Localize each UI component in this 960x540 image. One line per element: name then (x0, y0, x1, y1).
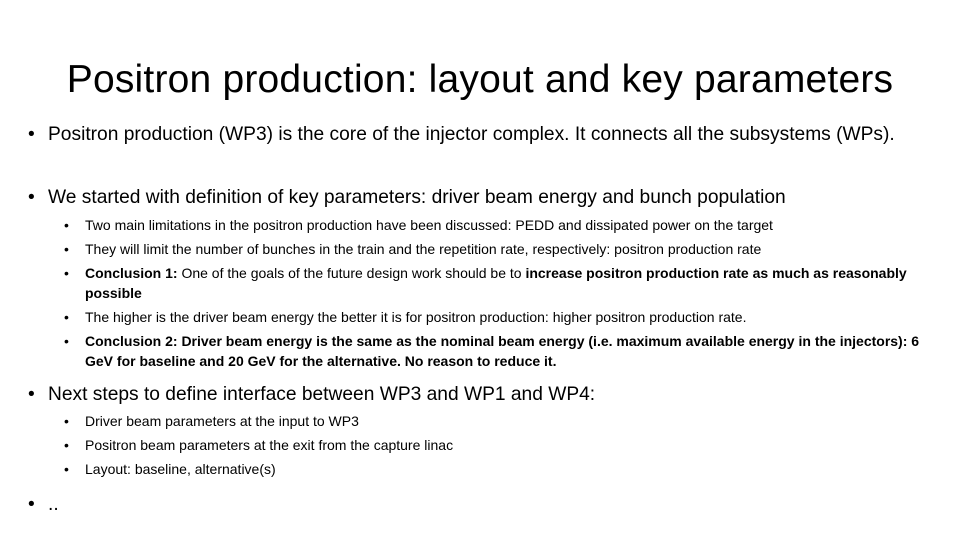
bullet-dot: • (64, 437, 69, 453)
conclusion-2-text: Conclusion 2: Driver beam energy is the same as the nominal beam energy (i.e. maximum available energy in the injectors): 6 GeV for baseline and 20 GeV for the alternative. No reason to reduce it. (85, 333, 920, 369)
bullet-dot: • (64, 241, 69, 257)
bullet-dot: • (64, 217, 69, 233)
bullet-dot: • (64, 309, 69, 325)
bullet-positron-production (28, 123, 928, 147)
bullet-text: Positron production (WP3) is the core of the injector complex. It connects all the subsystems (WPs). (48, 124, 895, 145)
sub-list-next-steps (64, 411, 944, 479)
bullet-ellipsis (28, 493, 928, 517)
sub-item-driver-energy (64, 307, 944, 327)
sub-item-driver-beam (64, 411, 944, 431)
sub-item-positron-beam (64, 435, 944, 455)
bullet-dot: • (28, 384, 35, 405)
conclusion-1-label: Conclusion 1: (85, 265, 178, 281)
bullet-dot: • (64, 413, 69, 429)
conclusion-1-emphasis: increase positron production rate as much as reasonably possible (85, 265, 907, 301)
bullet-text: Next steps to define interface between WP3 and WP1 and WP4: (48, 384, 596, 405)
sub-item-text: Positron beam parameters at the exit from the capture linac (85, 437, 454, 453)
bullet-key-parameters (28, 186, 928, 210)
bullet-next-steps (28, 383, 928, 407)
sub-item-conclusion-2 (64, 331, 944, 371)
sub-item-text: One of the goals of the future design work should be to (177, 265, 526, 281)
sub-item-text: Driver beam parameters at the input to WP3 (85, 413, 359, 429)
bullet-dot: • (28, 124, 35, 145)
sub-list-key-parameters (64, 215, 944, 371)
slide-title: Positron production: layout and key parameters (66, 58, 894, 101)
sub-item-text: They will limit the number of bunches in the train and the repetition rate, respectively: positron production rate (85, 241, 762, 257)
bullet-dot: • (64, 333, 69, 349)
bullet-dot: • (28, 187, 35, 208)
sub-item-text: Layout: baseline, alternative(s) (85, 461, 276, 477)
sub-item-bunches (64, 239, 944, 259)
bullet-dot: • (28, 494, 35, 515)
sub-item-layout (64, 459, 944, 479)
sub-item-text: The higher is the driver beam energy the better it is for positron production: higher positron production rate. (85, 309, 747, 325)
bullet-dot: • (64, 265, 69, 281)
bullet-dot: • (64, 461, 69, 477)
bullet-text: .. (48, 494, 59, 515)
sub-item-conclusion-1 (64, 263, 944, 303)
bullet-text: We started with definition of key parameters: driver beam energy and bunch population (48, 187, 786, 208)
sub-item-text: Two main limitations in the positron production have been discussed: PEDD and dissipated power on the target (85, 217, 773, 233)
sub-item-limitations (64, 215, 944, 235)
